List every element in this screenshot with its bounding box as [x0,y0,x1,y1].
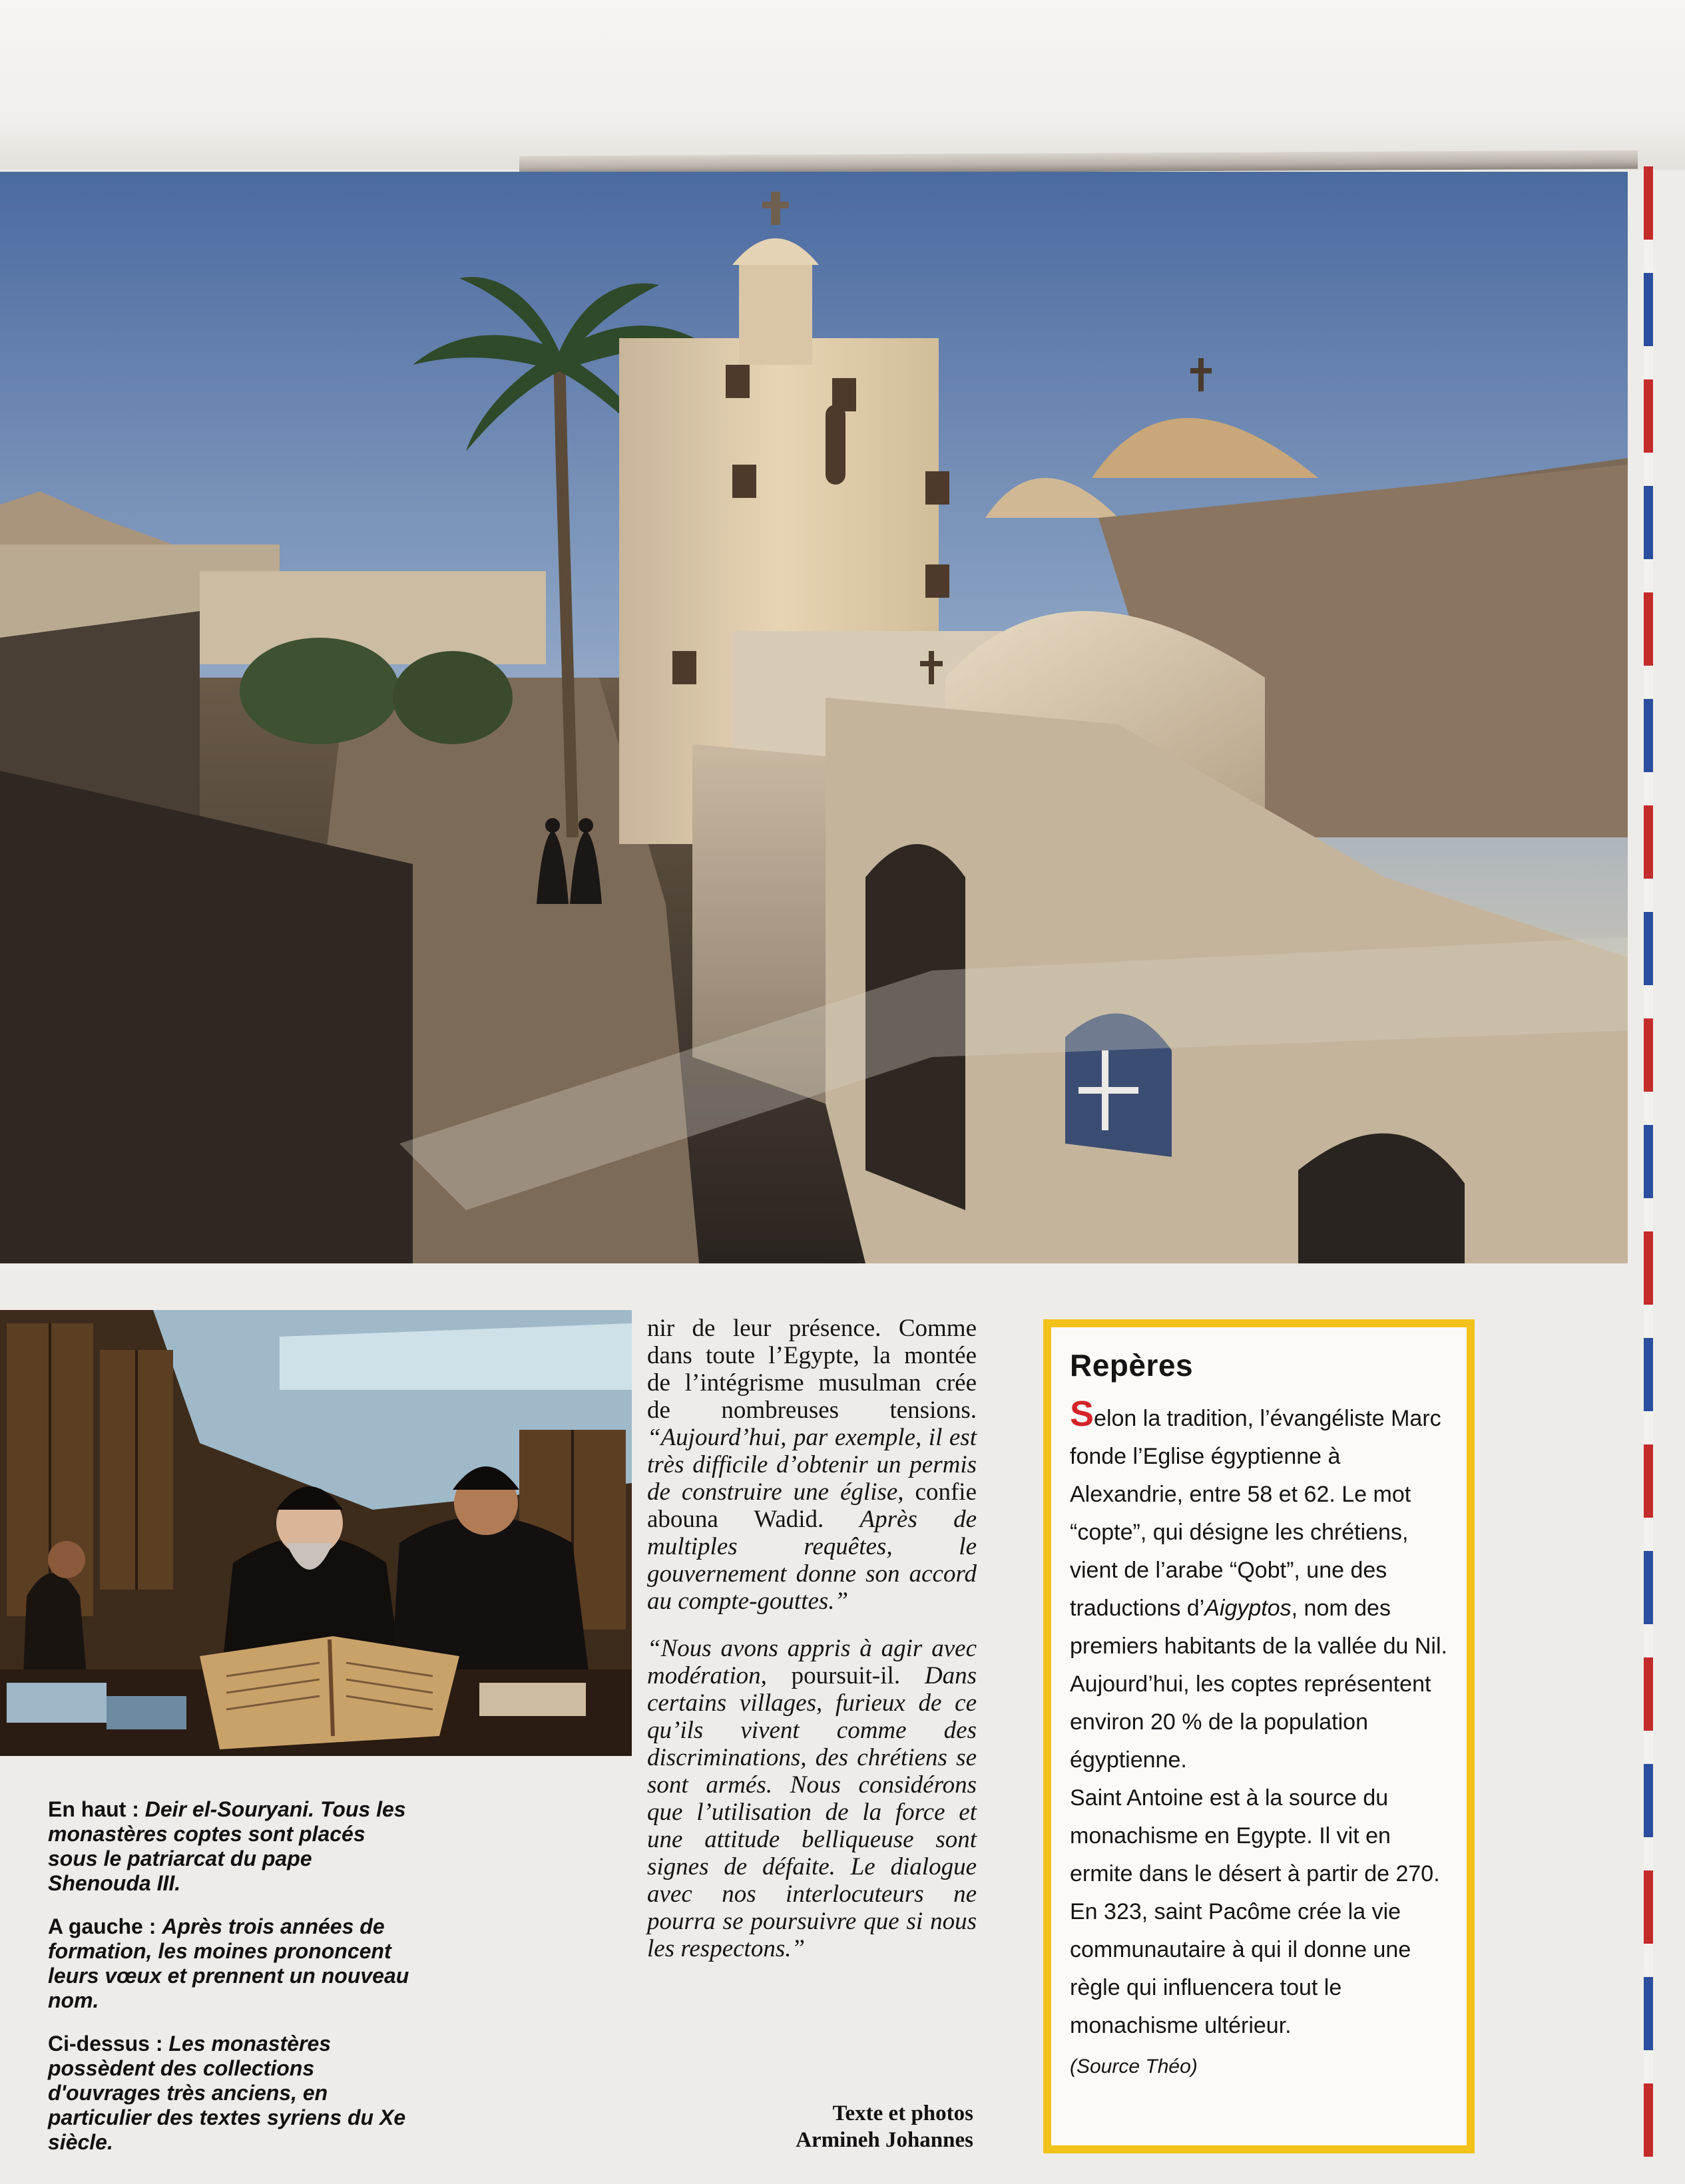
caption-left [48,1914,421,2013]
reperes-p1: elon la tradition, l’évangéliste Marc fonde l’Eglise égyptienne à Alexandrie, entre 58 et 62. Le mot “copte”, qui désigne les chrétiens, vient de l’arabe “Qobt”, une des traductions d’ [1070,1406,1441,1621]
photo-captions [48,1797,421,2173]
caption-left-text: Après trois années de formation, les moines prononcent leurs vœux et prennent un nouveau nom. [48,1914,409,2012]
caption-above-lead: Ci-dessus : [48,2032,163,2056]
article-paragraph-2 [647,1635,977,1962]
reperes-p1-end: , nom des premiers habitants de la vallée du Nil. Aujourd’hui, les coptes représentent environ 20 % de la population égyptienne. [1070,1596,1447,1773]
article-p1-a: nir de leur présence. Comme dans toute l’Egypte, la montée de l’intégrisme musulman crée de nombreuses tensions. [647,1315,977,1424]
article-p2-c: Dans certains villages, furieux de ce qu’ils vivent comme des discriminations, des chrétiens se sont armés. Nous considérons que l’utilisation de la force et une attitude belliqueuse sont signes de défaite. Le dialogue avec nos interlocuteurs ne pourra se poursuivre que si nous les respectons.” [647,1662,977,1962]
library-photo [0,1310,632,1756]
article-p1-d: Après de multiples requêtes, le gouvernement donne son accord au compte-gouttes.” [647,1506,977,1615]
caption-left-lead: A gauche : [48,1914,156,1938]
article-p1-c: confie abouna Wadid. [647,1478,977,1533]
article-column [647,1315,977,1982]
credit-line-1: Texte et photos [832,2101,973,2125]
caption-top [48,1797,421,1896]
reperes-source: (Source Théo) [1070,2056,1198,2077]
caption-top-text: Tous les monastères coptes sont placés sous le patriarcat du pape Shenouda III. [48,1797,406,1895]
monastery-photo [0,172,1628,1263]
photo-credit [726,2100,973,2153]
credit-author: Armineh Johannes [796,2128,973,2152]
article-p1-b: “Aujourd’hui, par exemple, il est très difficile d’obtenir un permis de construire une église, [647,1424,977,1506]
caption-top-place: Deir el-Souryani. [144,1797,315,1821]
reperes-title: Repères [1070,1348,1194,1383]
article-p2-a: “Nous avons appris à agir avec modération, [647,1635,977,1689]
reperes-dropcap: S [1070,1394,1094,1434]
reperes-p1-italic: Aigyptos [1204,1596,1292,1621]
magazine-page-edge [0,0,1685,170]
reperes-box [1043,1319,1475,2153]
caption-above-text: Les monastères possèdent des collections d'ouvrages très anciens, en particulier des textes syriens du Xe siècle. [48,2032,406,2154]
caption-above [48,2032,421,2155]
article-p2-b: poursuit-il. [791,1662,901,1689]
reperes-paragraph-2: Saint Antoine est à la source du monachisme en Egypte. Il vit en ermite dans le désert à partir de 270. En 323, saint Pacôme crée la vie communautaire à qui il donne une règle qui influencera tout le monachisme ultérieur. [1070,1785,1440,2038]
reperes-paragraph-1 [1070,1395,1451,1779]
article-paragraph-1 [647,1315,977,1615]
caption-top-lead: En haut : [48,1797,139,1821]
reperes-body [1070,1395,1451,2085]
airmail-border [1644,166,1653,2157]
